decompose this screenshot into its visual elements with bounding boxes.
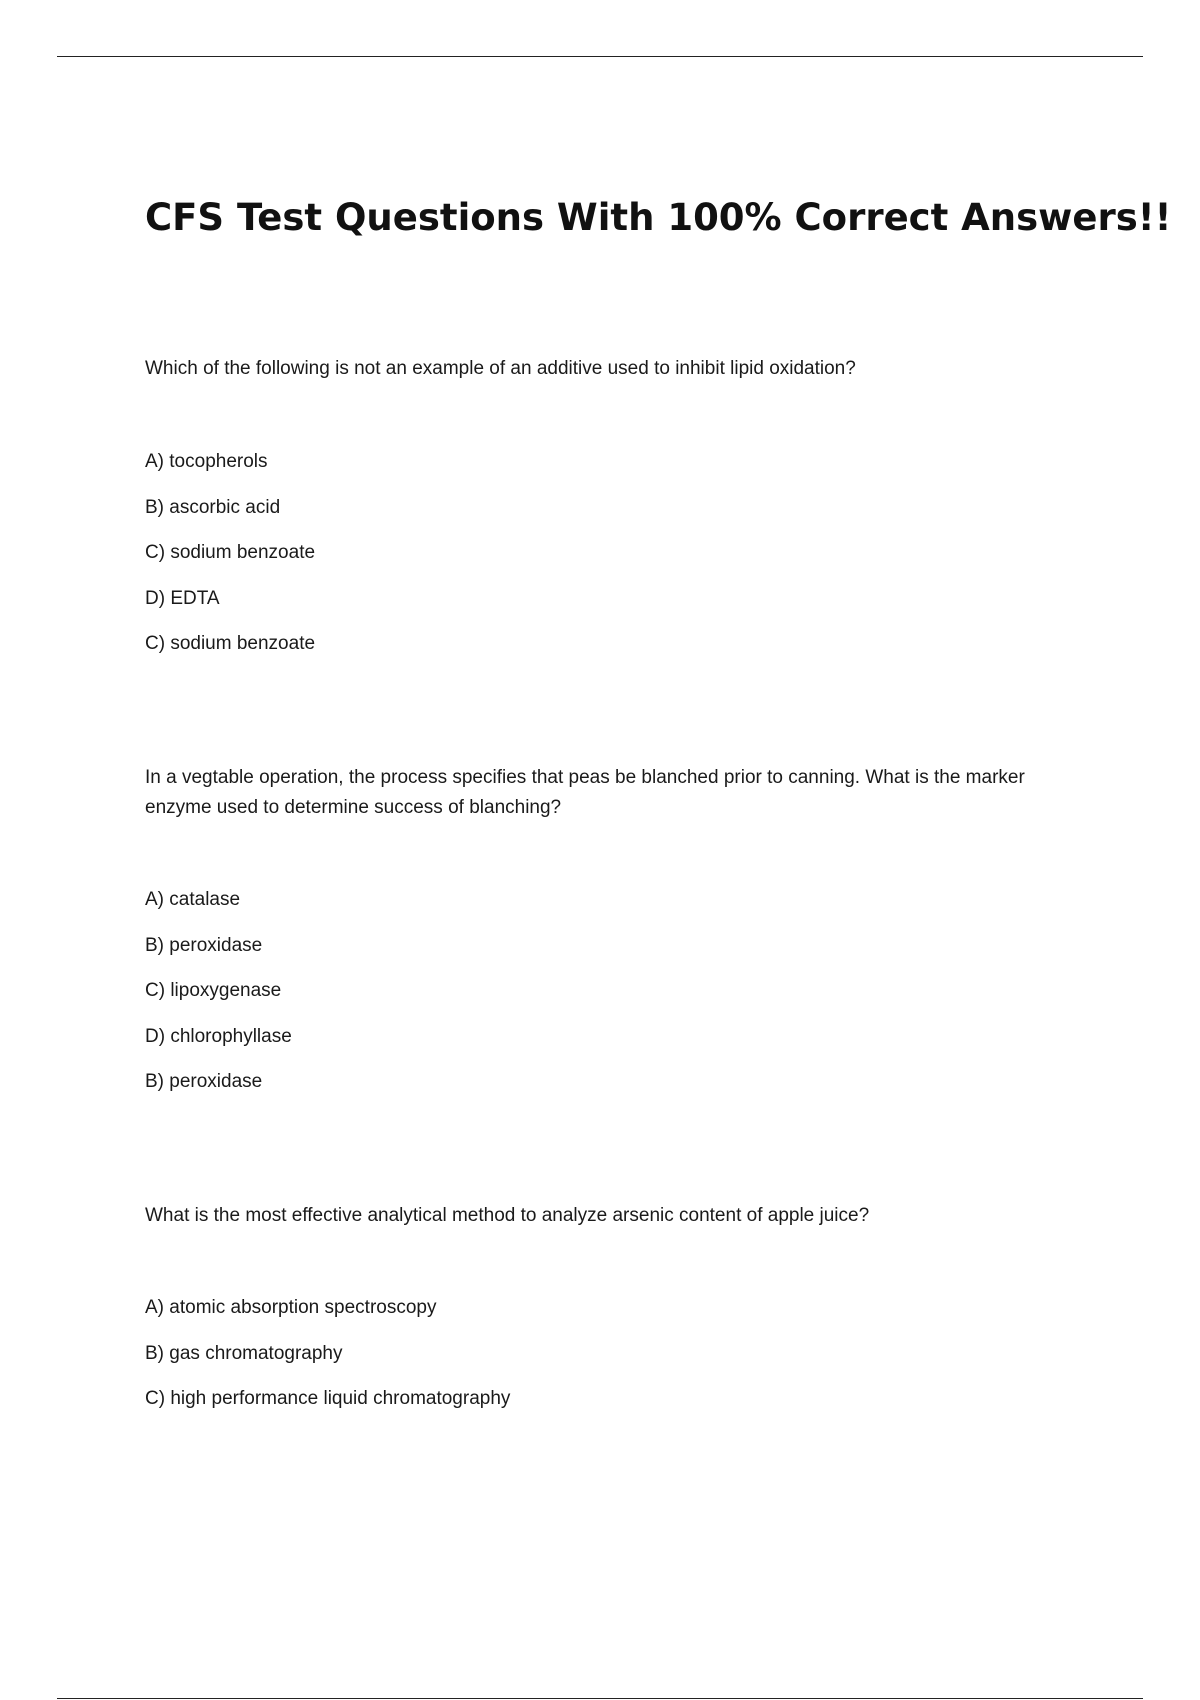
document-title: CFS Test Questions With 100% Correct Answers!! xyxy=(145,196,1172,239)
header-rule xyxy=(57,56,1143,57)
option-item: A) tocopherols xyxy=(145,451,268,472)
option-item: B) gas chromatography xyxy=(145,1342,343,1364)
answer-text: C) sodium benzoate xyxy=(145,633,316,654)
option-item: A) catalase xyxy=(145,889,241,910)
question-block-3 xyxy=(145,1201,1095,1231)
question-block-1 xyxy=(145,354,1095,384)
option-item: B) peroxidase xyxy=(145,934,263,956)
option-item: C) high performance liquid chromatography xyxy=(145,1388,511,1409)
question-text: What is the most effective analytical method to analyze arsenic content of apple juice? xyxy=(145,1205,870,1226)
question-block-2 xyxy=(145,763,1095,823)
option-list-3 xyxy=(145,1293,1095,1430)
question-text: Which of the following is not an example of an additive used to inhibit lipid oxidation? xyxy=(145,358,856,379)
option-item: A) atomic absorption spectroscopy xyxy=(145,1297,437,1318)
option-item: C) sodium benzoate xyxy=(145,542,316,563)
option-item: B) ascorbic acid xyxy=(145,496,281,518)
option-list-1 xyxy=(145,447,1095,659)
question-text-line-2: enzyme used to determine success of blanching? xyxy=(145,797,562,818)
option-item: D) EDTA xyxy=(145,587,220,609)
footer-rule xyxy=(57,1698,1143,1699)
question-text-line-1: In a vegtable operation, the process specifies that peas be blanched prior to canning. What is the marker xyxy=(145,767,1025,788)
option-item: D) chlorophyllase xyxy=(145,1025,292,1047)
answer-text: B) peroxidase xyxy=(145,1071,263,1092)
option-list-2 xyxy=(145,885,1095,1097)
option-item: C) lipoxygenase xyxy=(145,980,282,1001)
